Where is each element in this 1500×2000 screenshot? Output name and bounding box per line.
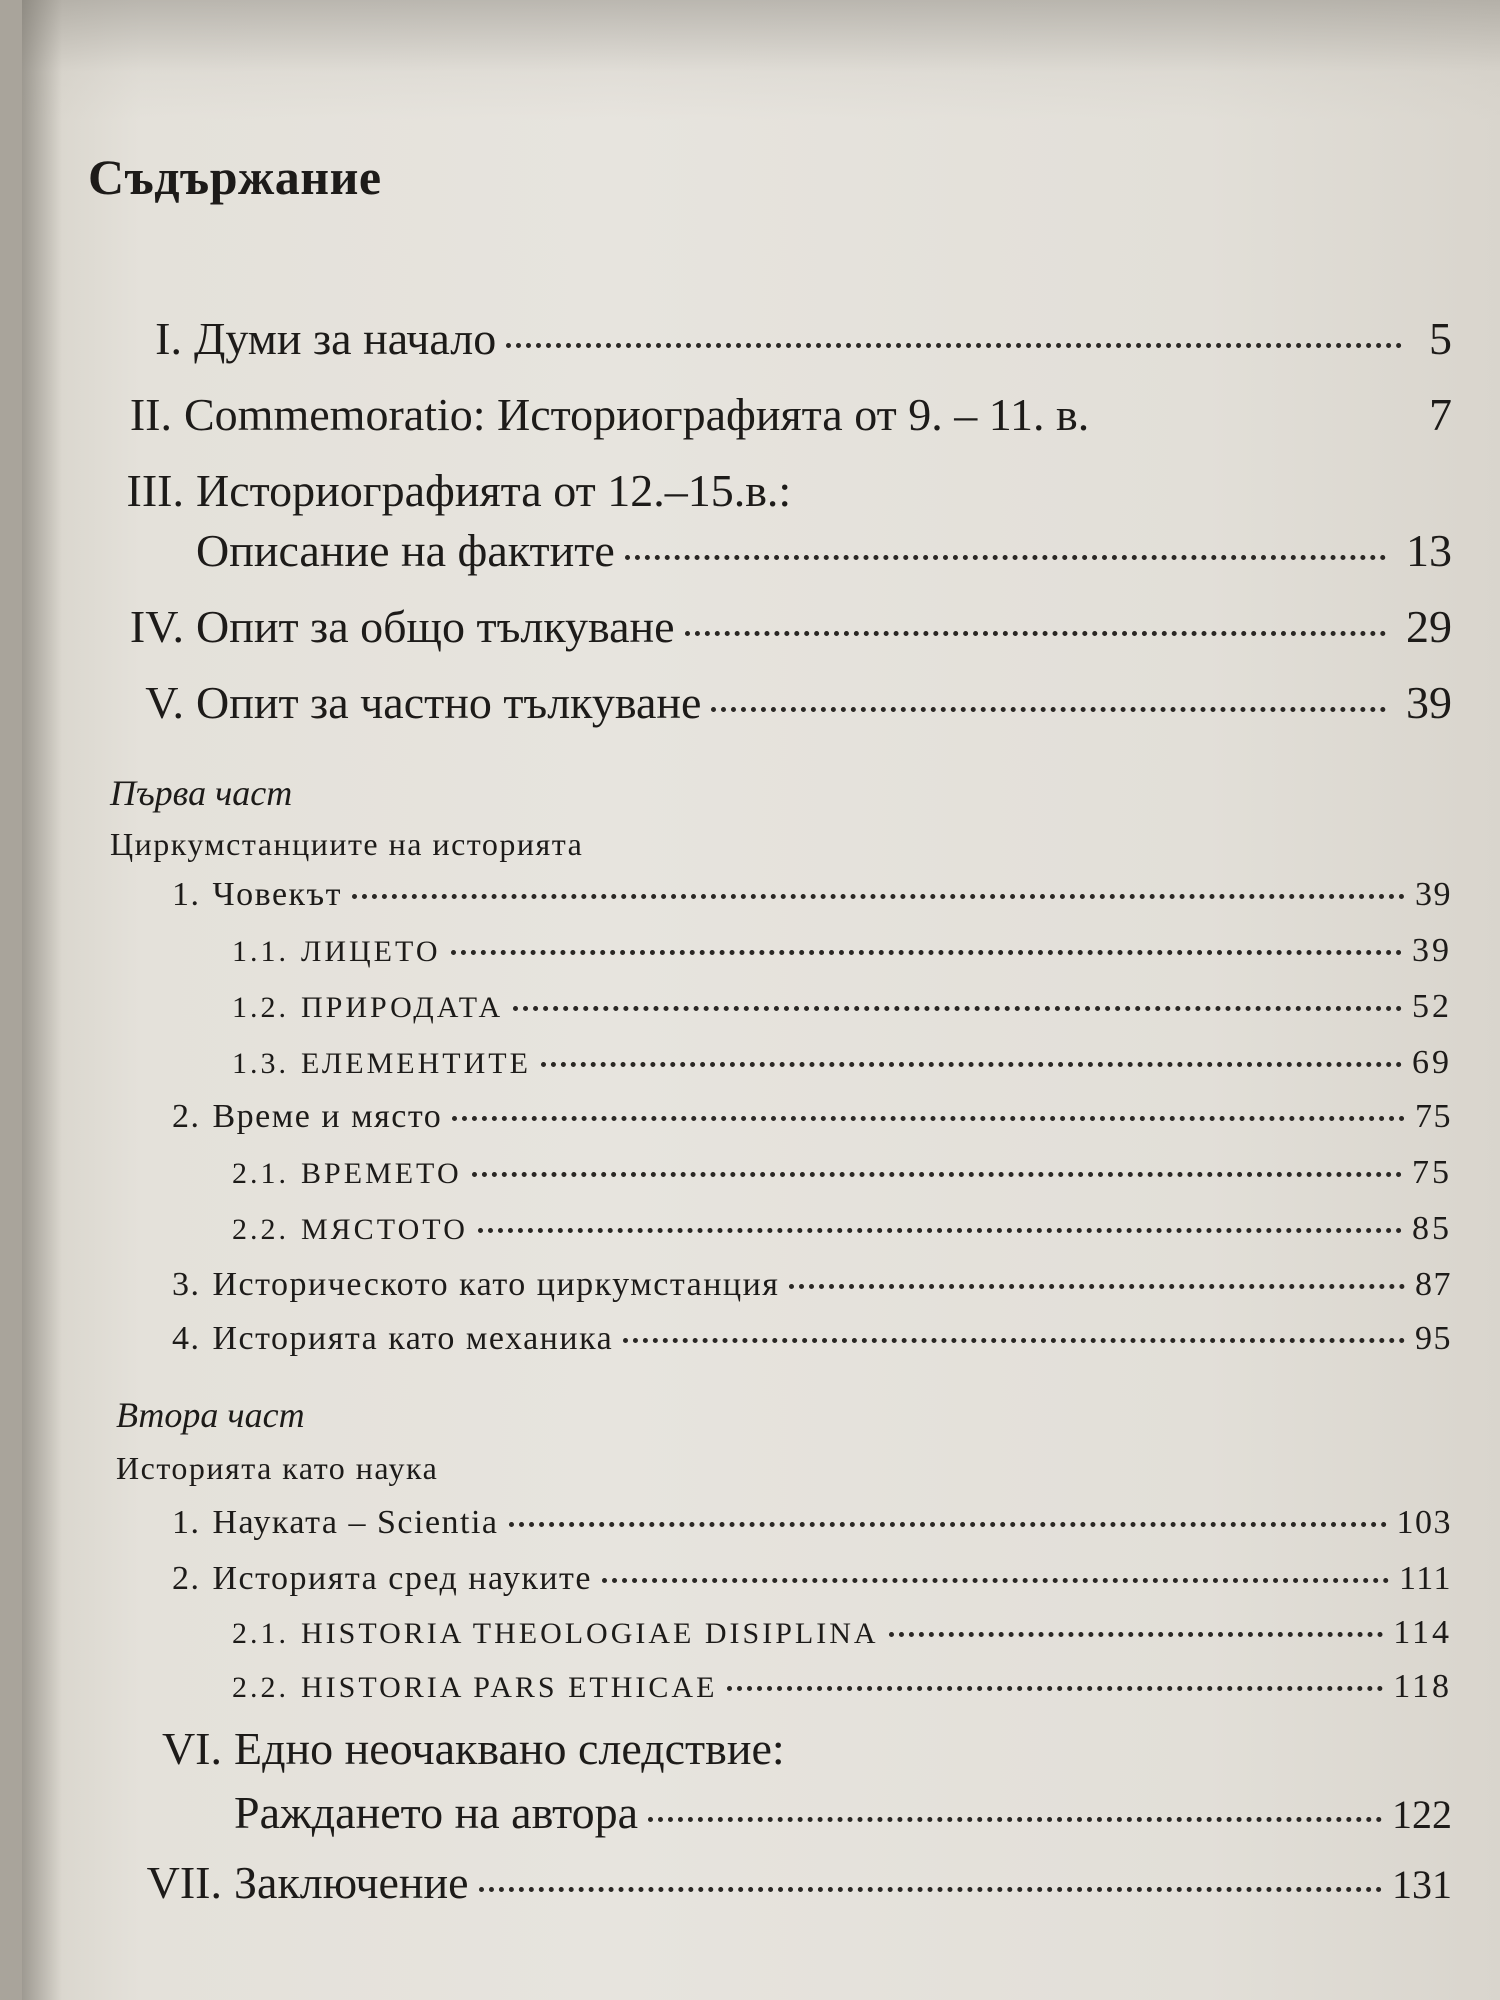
- toc-label: Историята като механика: [212, 1320, 614, 1357]
- toc-label: Думи за начало: [194, 313, 497, 364]
- toc-number: 3.: [172, 1266, 201, 1303]
- dot-leader: [452, 1116, 1405, 1121]
- toc-entry: [122, 312, 1452, 365]
- toc-number: I.: [155, 313, 182, 364]
- toc-page: 75: [1412, 1154, 1452, 1191]
- toc-page: 5: [1429, 313, 1452, 364]
- toc-label: ПРИРОДАТА: [301, 991, 504, 1024]
- dot-leader: [479, 1887, 1382, 1892]
- toc-page: 39: [1415, 876, 1452, 913]
- toc-number: IV.: [129, 601, 184, 652]
- toc-page: 131: [1392, 1862, 1452, 1907]
- toc-label: Време и място: [212, 1098, 443, 1135]
- toc-entry-continuation: [196, 524, 1452, 577]
- dot-leader: [472, 1172, 1402, 1177]
- toc-page: 111: [1399, 1560, 1452, 1597]
- toc-entry: [102, 600, 1452, 653]
- dot-leader: [889, 1632, 1384, 1637]
- dot-leader: [685, 631, 1386, 636]
- toc-entry-continuation: [234, 1786, 1452, 1839]
- toc-page: 52: [1412, 988, 1452, 1025]
- part-subtitle: Циркумстанциите на историята: [110, 826, 584, 862]
- toc-number: 2.1.: [232, 1617, 289, 1650]
- toc-number: 2.2.: [232, 1671, 289, 1704]
- toc-page: 122: [1392, 1792, 1452, 1837]
- toc-page: 29: [1406, 601, 1452, 652]
- dot-leader: [478, 1228, 1402, 1233]
- toc-page: 7: [1429, 389, 1452, 440]
- toc-page: 39: [1406, 677, 1452, 728]
- toc-label: ЛИЦЕТО: [301, 935, 441, 968]
- toc-entry: [232, 1614, 1452, 1652]
- toc-number: 1.: [172, 1504, 201, 1541]
- toc-entry: [232, 988, 1452, 1026]
- toc-page: 75: [1415, 1098, 1452, 1135]
- toc-label: Заключение: [234, 1857, 469, 1908]
- toc-number: 1.: [172, 876, 201, 913]
- dot-leader: [352, 894, 1405, 899]
- toc-entry: [172, 1560, 1452, 1598]
- dot-leader: [602, 1578, 1389, 1583]
- part-subtitle: Историята като наука: [116, 1450, 439, 1486]
- toc-entry: [172, 1504, 1452, 1542]
- toc-number: 1.3.: [232, 1047, 289, 1080]
- toc-entry: [232, 1668, 1452, 1706]
- toc-entry: [232, 1044, 1452, 1082]
- dot-leader: [789, 1284, 1405, 1289]
- toc-label: Едно неочаквано следствие:: [234, 1723, 785, 1774]
- toc-page: 13: [1406, 525, 1452, 576]
- toc-entry: [102, 464, 1452, 517]
- toc-label: Опит за частно тълкуване: [196, 677, 702, 728]
- dot-leader: [711, 707, 1386, 712]
- toc-label: Историческото като циркумстанция: [212, 1266, 780, 1303]
- toc-number: V.: [145, 677, 184, 728]
- toc-entry: [232, 1154, 1452, 1192]
- toc-page: 39: [1412, 932, 1452, 969]
- binding-shadow: [22, 0, 62, 2000]
- toc-entry: [172, 1320, 1452, 1358]
- dot-leader: [648, 1817, 1382, 1822]
- toc-page: 95: [1415, 1320, 1452, 1357]
- toc-number: 2.: [172, 1098, 201, 1135]
- toc-label: Раждането на автора: [234, 1787, 639, 1838]
- toc-page: 87: [1415, 1266, 1452, 1303]
- toc-number: III.: [126, 465, 184, 516]
- toc-label: Човекът: [212, 876, 342, 913]
- toc-label: ЕЛЕМЕНТИТЕ: [301, 1047, 531, 1080]
- dot-leader: [509, 1522, 1387, 1527]
- dot-leader: [513, 1006, 1402, 1011]
- toc-entry: [232, 932, 1452, 970]
- toc-entry: [172, 876, 1452, 914]
- part-heading: Втора част: [116, 1395, 305, 1435]
- dot-leader: [506, 343, 1402, 348]
- toc-page: 85: [1412, 1210, 1452, 1247]
- part-heading: Първа част: [110, 773, 293, 813]
- dot-leader: [727, 1686, 1383, 1691]
- toc-label: Историята сред науките: [212, 1560, 593, 1597]
- toc-label: Commemoratio: Историографията от 9. – 11. в.: [184, 389, 1090, 440]
- toc-label: HISTORIA PARS ETHICAE: [301, 1671, 718, 1704]
- toc-number: 1.2.: [232, 991, 289, 1024]
- dot-leader: [623, 1338, 1405, 1343]
- book-page: [22, 0, 1500, 2000]
- toc-number: VII.: [146, 1857, 222, 1908]
- toc-entry: [140, 1856, 1452, 1909]
- toc-entry: [102, 676, 1452, 729]
- toc-entry: [232, 1210, 1452, 1248]
- toc-page: 103: [1396, 1504, 1452, 1541]
- toc-entry: [172, 1098, 1452, 1136]
- toc-number: VI.: [161, 1723, 222, 1774]
- toc-number: 4.: [172, 1320, 201, 1357]
- toc-entry: [172, 1266, 1452, 1304]
- toc-label: Науката – Scientia: [212, 1504, 499, 1541]
- toc-entry: [112, 388, 1452, 441]
- dot-leader: [541, 1062, 1402, 1067]
- toc-label: Опит за общо тълкуване: [196, 601, 675, 652]
- toc-label: ВРЕМЕТО: [301, 1157, 462, 1190]
- toc-number: II.: [129, 389, 172, 440]
- toc-page: 114: [1393, 1614, 1452, 1651]
- toc-label: Историографията от 12.–15.в.:: [196, 465, 792, 516]
- toc-page: 69: [1412, 1044, 1452, 1081]
- toc-number: 2.: [172, 1560, 201, 1597]
- toc-label: Описание на фактите: [196, 525, 615, 576]
- toc-number: 1.1.: [232, 935, 289, 968]
- dot-leader: [451, 950, 1402, 955]
- toc-number: 2.2.: [232, 1213, 289, 1246]
- toc-entry: [152, 1722, 1452, 1775]
- page-title: Съдържание: [88, 149, 382, 205]
- toc-page: 118: [1393, 1668, 1452, 1705]
- dot-leader: [625, 555, 1386, 560]
- toc-number: 2.1.: [232, 1157, 289, 1190]
- toc-label: МЯСТОТО: [301, 1213, 468, 1246]
- toc-label: HISTORIA THEOLOGIAE DISIPLINA: [301, 1617, 879, 1650]
